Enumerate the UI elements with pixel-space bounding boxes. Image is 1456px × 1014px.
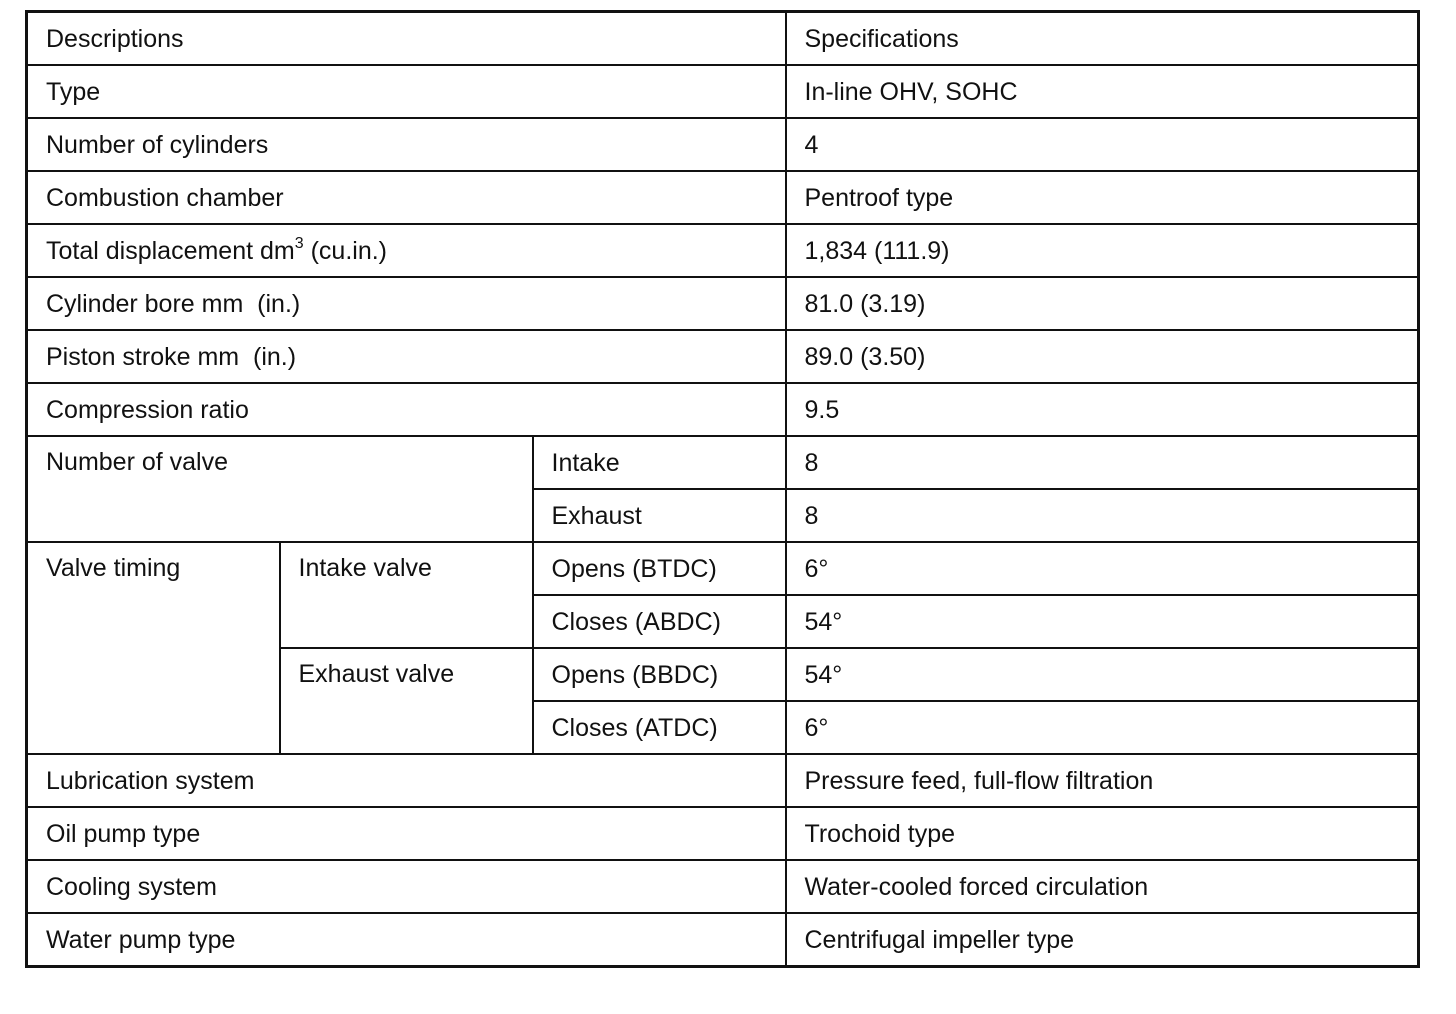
exhaust-valve-label: Exhaust valve (280, 648, 533, 754)
row-label-cylinders: Number of cylinders (27, 118, 786, 171)
table-row (27, 754, 1419, 807)
table-row (27, 913, 1419, 967)
row-value-cylinders: 4 (786, 118, 1419, 171)
row-label-type: Type (27, 65, 786, 118)
table-row (27, 383, 1419, 436)
exhaust-opens-label: Opens (BBDC) (533, 648, 786, 701)
table-row (27, 860, 1419, 913)
row-label-stroke: Piston stroke mm (in.) (27, 330, 786, 383)
displacement-label-unit: (cu.in.) (303, 236, 387, 265)
exhaust-opens-value: 54° (786, 648, 1419, 701)
exhaust-closes-value: 6° (786, 701, 1419, 754)
displacement-label-text: Total displacement dm (46, 236, 295, 265)
intake-valve-label: Intake valve (280, 542, 533, 648)
row-value-displacement: 1,834 (111.9) (786, 224, 1419, 277)
intake-opens-value: 6° (786, 542, 1419, 595)
row-value-oil-pump: Trochoid type (786, 807, 1419, 860)
intake-closes-label: Closes (ABDC) (533, 595, 786, 648)
intake-closes-value: 54° (786, 595, 1419, 648)
table-row (27, 807, 1419, 860)
table-header-row (27, 12, 1419, 66)
row-label-compression: Compression ratio (27, 383, 786, 436)
row-label-valve-timing: Valve timing (27, 542, 280, 754)
row-label-cooling: Cooling system (27, 860, 786, 913)
valve-intake-value: 8 (786, 436, 1419, 489)
row-value-lubrication: Pressure feed, full-flow filtration (786, 754, 1419, 807)
table-row (27, 118, 1419, 171)
row-value-type: In-line OHV, SOHC (786, 65, 1419, 118)
exhaust-closes-label: Closes (ATDC) (533, 701, 786, 754)
header-specifications: Specifications (786, 12, 1419, 66)
valve-exhaust-label: Exhaust (533, 489, 786, 542)
displacement-label-superscript: 3 (294, 234, 304, 252)
row-label-combustion: Combustion chamber (27, 171, 786, 224)
table-row (27, 330, 1419, 383)
valve-intake-label: Intake (533, 436, 786, 489)
row-label-number-of-valve: Number of valve (27, 436, 533, 542)
table-row (27, 436, 1419, 489)
row-value-water-pump: Centrifugal impeller type (786, 913, 1419, 967)
table-row (27, 171, 1419, 224)
row-value-combustion: Pentroof type (786, 171, 1419, 224)
valve-exhaust-value: 8 (786, 489, 1419, 542)
row-value-stroke: 89.0 (3.50) (786, 330, 1419, 383)
row-label-lubrication: Lubrication system (27, 754, 786, 807)
table-row (27, 65, 1419, 118)
table-row (27, 542, 1419, 595)
table-row (27, 277, 1419, 330)
row-label-bore: Cylinder bore mm (in.) (27, 277, 786, 330)
row-label-oil-pump: Oil pump type (27, 807, 786, 860)
header-descriptions: Descriptions (27, 12, 786, 66)
engine-spec-table (25, 10, 1420, 968)
row-value-cooling: Water-cooled forced circulation (786, 860, 1419, 913)
row-value-bore: 81.0 (3.19) (786, 277, 1419, 330)
row-label-water-pump: Water pump type (27, 913, 786, 967)
intake-opens-label: Opens (BTDC) (533, 542, 786, 595)
table-row (27, 224, 1419, 277)
row-value-compression: 9.5 (786, 383, 1419, 436)
row-label-displacement (27, 224, 786, 277)
